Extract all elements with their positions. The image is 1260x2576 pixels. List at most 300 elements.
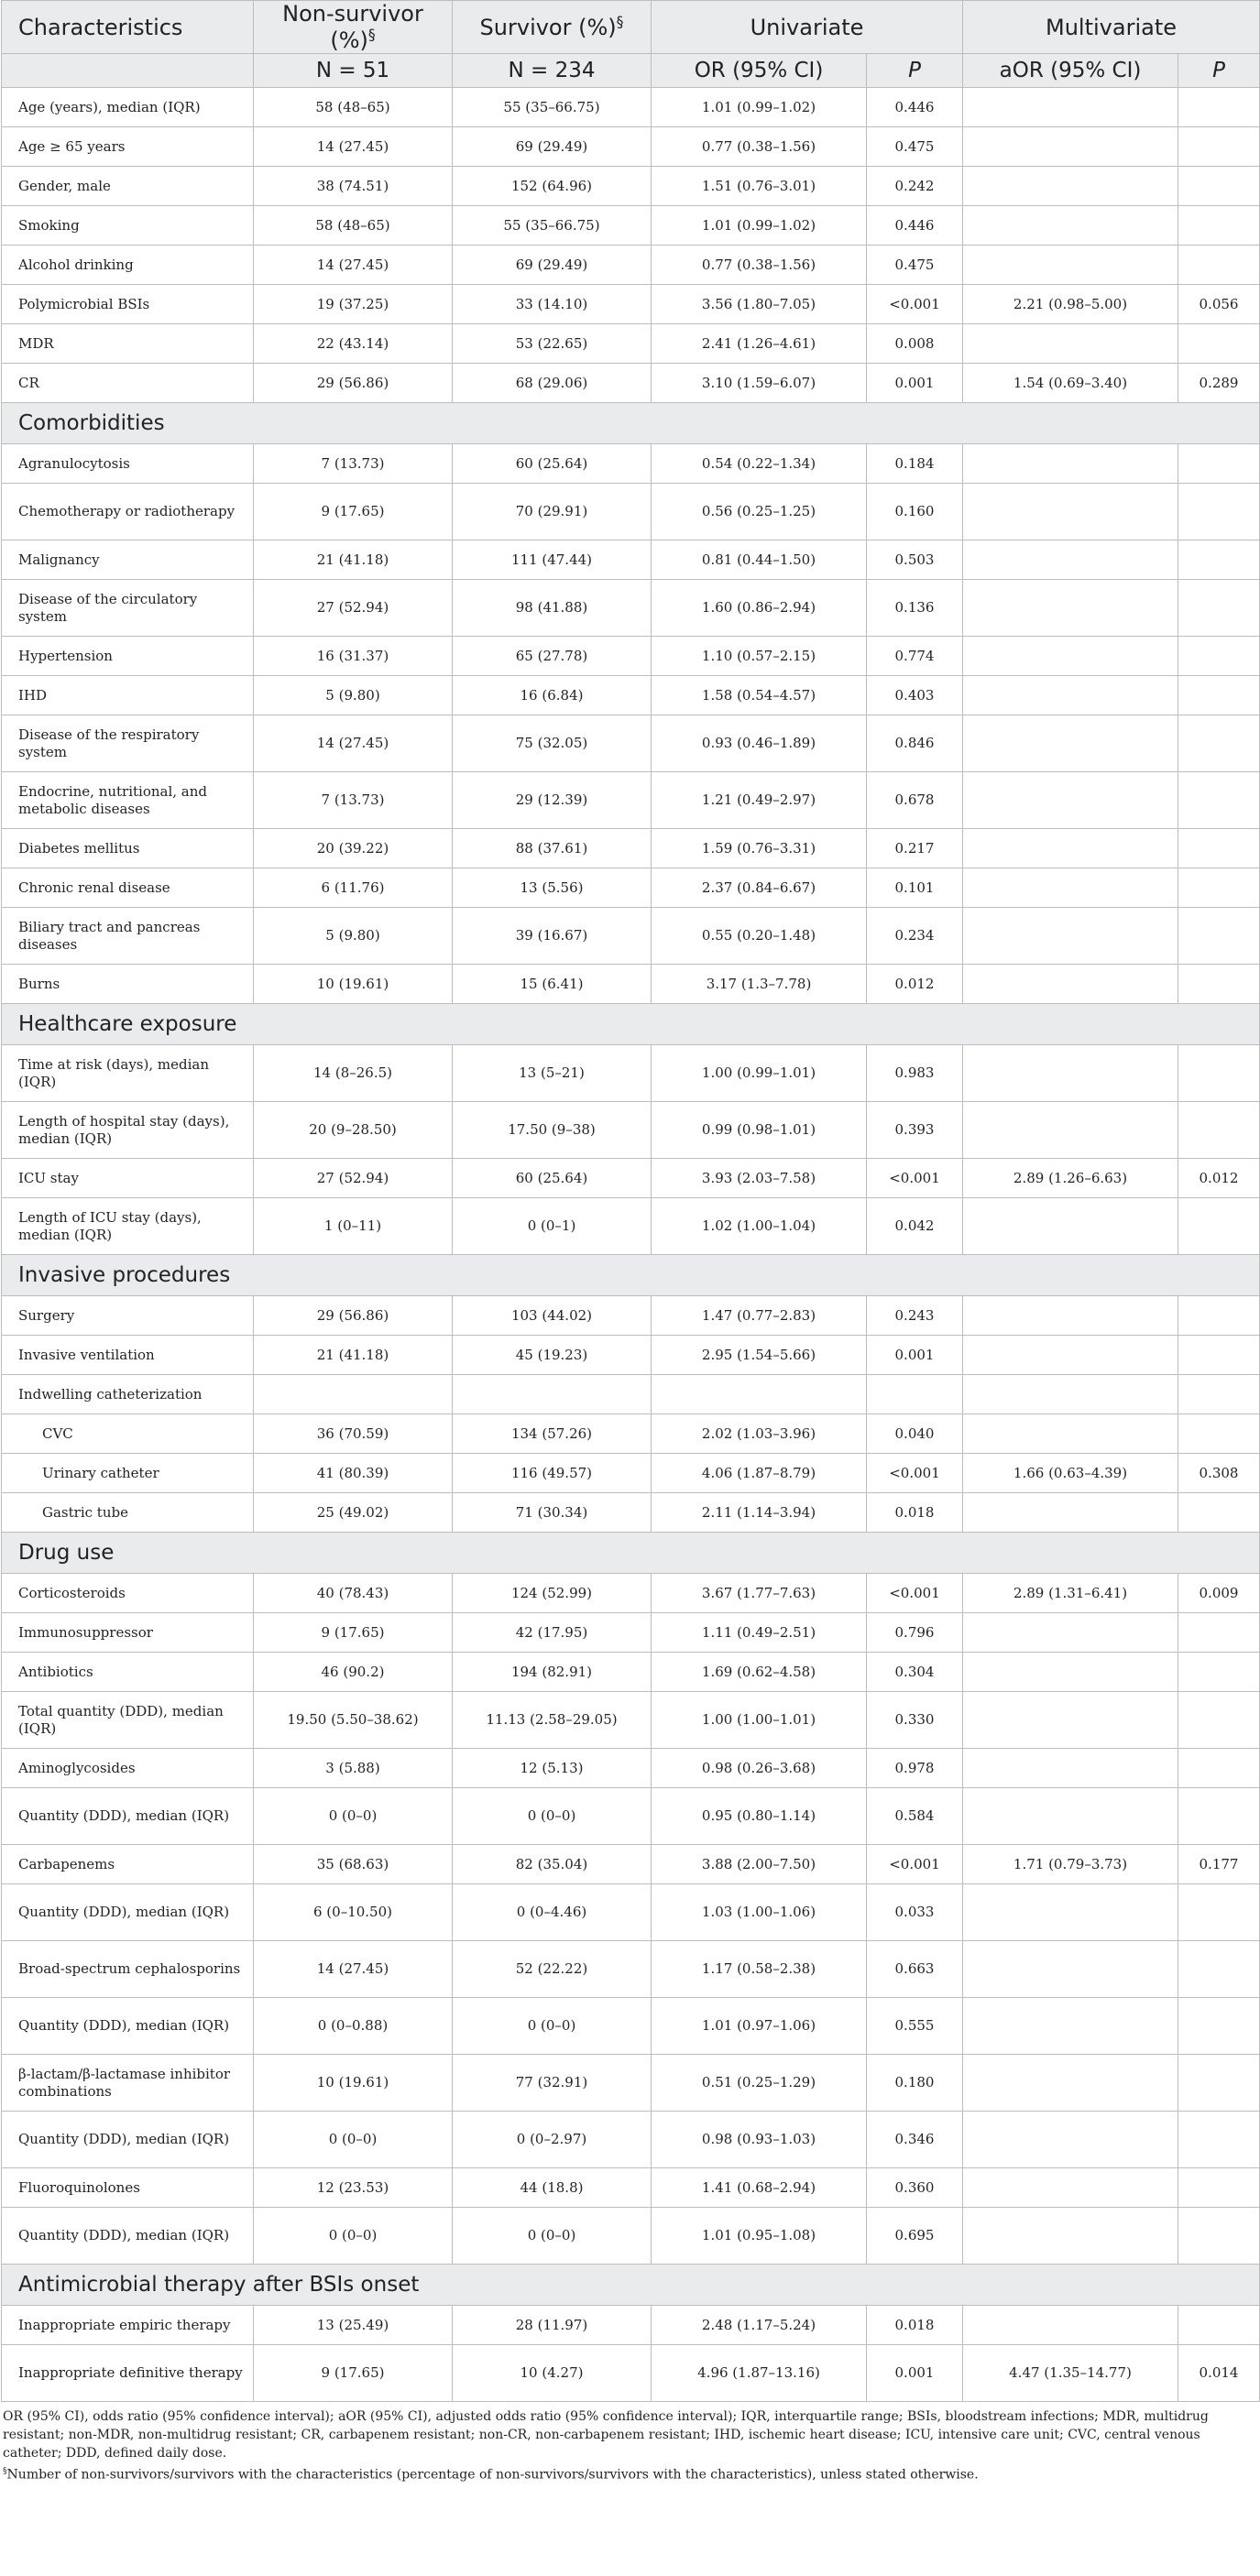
cell-non-survivor: 5 (9.80) — [254, 908, 453, 965]
cell-p-value: <0.001 — [867, 285, 963, 324]
cell-or: 1.01 (0.97–1.06) — [652, 1998, 867, 2055]
cell-p-value: 0.242 — [867, 167, 963, 206]
cell-aor — [963, 1749, 1178, 1788]
footnote-abbreviations: OR (95% CI), odds ratio (95% confidence interval); aOR (95% CI), adjusted odds ratio (95% confidence interval); IQR, interquartile range; BSIs, bloodstream infections; MDR, multidrug resistant; non-MDR, non-multidrug resistant; CR, carbapenem resistant; non-CR, non-carbapenem resistant; IHD, ischemic heart disease; ICU, intensive care unit; CVC, central venous catheter; DDD, defined daily dose. — [3, 2409, 1209, 2461]
cell-or: 2.41 (1.26–4.61) — [652, 324, 867, 364]
cell-survivor: 29 (12.39) — [453, 772, 652, 829]
cell-label: Invasive ventilation — [2, 1336, 254, 1375]
cell-p-value: 0.001 — [867, 1336, 963, 1375]
cell-adj-p-value — [1178, 206, 1260, 246]
cell-adj-p-value — [1178, 2306, 1260, 2345]
cell-p-value: 0.033 — [867, 1884, 963, 1941]
cell-label: Hypertension — [2, 637, 254, 676]
cell-or: 0.98 (0.26–3.68) — [652, 1749, 867, 1788]
section-row — [2, 1004, 1260, 1045]
cell-adj-p-value: 0.014 — [1178, 2345, 1260, 2402]
cell-p-value: 0.136 — [867, 580, 963, 637]
cell-p-value: 0.503 — [867, 540, 963, 580]
cell-non-survivor: 12 (23.53) — [254, 2168, 453, 2208]
table-row — [2, 167, 1260, 206]
table-row — [2, 364, 1260, 403]
cell-label: Corticosteroids — [2, 1574, 254, 1613]
cell-aor — [963, 1692, 1178, 1749]
cell-or: 1.41 (0.68–2.94) — [652, 2168, 867, 2208]
cell-p-value: 0.360 — [867, 2168, 963, 2208]
cell-survivor: 0 (0–0) — [453, 1788, 652, 1845]
cell-survivor: 44 (18.8) — [453, 2168, 652, 2208]
cell-adj-p-value — [1178, 167, 1260, 206]
table-row — [2, 676, 1260, 715]
cell-label: Disease of the respiratory system — [2, 715, 254, 772]
cell-survivor: 116 (49.57) — [453, 1454, 652, 1493]
cell-adj-p-value — [1178, 88, 1260, 127]
cell-non-survivor: 27 (52.94) — [254, 1159, 453, 1198]
cell-survivor: 134 (57.26) — [453, 1414, 652, 1454]
cell-adj-p-value — [1178, 1045, 1260, 1102]
cell-adj-p-value — [1178, 127, 1260, 167]
cell-adj-p-value — [1178, 1198, 1260, 1255]
cell-p-value: 0.663 — [867, 1941, 963, 1998]
cell-or: 1.60 (0.86–2.94) — [652, 580, 867, 637]
cell-label: Quantity (DDD), median (IQR) — [2, 1998, 254, 2055]
cell-survivor: 39 (16.67) — [453, 908, 652, 965]
cell-aor — [963, 1884, 1178, 1941]
cell-or: 3.67 (1.77–7.63) — [652, 1574, 867, 1613]
section-row — [2, 1255, 1260, 1296]
cell-aor — [963, 1613, 1178, 1653]
cell-non-survivor: 35 (68.63) — [254, 1845, 453, 1884]
table-row — [2, 1884, 1260, 1941]
cell-aor: 2.89 (1.26–6.63) — [963, 1159, 1178, 1198]
cell-p-value: <0.001 — [867, 1454, 963, 1493]
cell-label: Biliary tract and pancreas diseases — [2, 908, 254, 965]
cell-adj-p-value — [1178, 868, 1260, 908]
cell-label: Indwelling catheterization — [2, 1375, 254, 1414]
cell-aor — [963, 2306, 1178, 2345]
cell-aor — [963, 484, 1178, 540]
cell-non-survivor: 9 (17.65) — [254, 1613, 453, 1653]
cell-adj-p-value — [1178, 1653, 1260, 1692]
table-row — [2, 1998, 1260, 2055]
cell-non-survivor: 41 (80.39) — [254, 1454, 453, 1493]
cell-survivor: 88 (37.61) — [453, 829, 652, 868]
cell-label: Length of ICU stay (days), median (IQR) — [2, 1198, 254, 1255]
cell-non-survivor: 3 (5.88) — [254, 1749, 453, 1788]
cell-or: 1.01 (0.99–1.02) — [652, 206, 867, 246]
cell-p-value: 0.678 — [867, 772, 963, 829]
cell-label: ICU stay — [2, 1159, 254, 1198]
table-row — [2, 540, 1260, 580]
cell-adj-p-value — [1178, 1296, 1260, 1336]
cell-adj-p-value — [1178, 637, 1260, 676]
cell-p-value: 0.584 — [867, 1788, 963, 1845]
cell-survivor: 12 (5.13) — [453, 1749, 652, 1788]
cell-or: 1.21 (0.49–2.97) — [652, 772, 867, 829]
cell-label: Chemotherapy or radiotherapy — [2, 484, 254, 540]
cell-adj-p-value — [1178, 1788, 1260, 1845]
cell-adj-p-value — [1178, 1102, 1260, 1159]
cell-p-value: 0.101 — [867, 868, 963, 908]
cell-adj-p-value — [1178, 965, 1260, 1004]
cell-or: 2.11 (1.14–3.94) — [652, 1493, 867, 1533]
cell-adj-p-value — [1178, 772, 1260, 829]
cell-or: 3.93 (2.03–7.58) — [652, 1159, 867, 1198]
cell-non-survivor: 0 (0–0) — [254, 2112, 453, 2168]
cell-non-survivor: 27 (52.94) — [254, 580, 453, 637]
cell-or: 0.54 (0.22–1.34) — [652, 444, 867, 484]
cell-aor — [963, 868, 1178, 908]
cell-non-survivor: 58 (48–65) — [254, 206, 453, 246]
cell-p-value: 0.217 — [867, 829, 963, 868]
cell-label: Gastric tube — [2, 1493, 254, 1533]
cell-p-value: 0.695 — [867, 2208, 963, 2265]
cell-p-value: <0.001 — [867, 1574, 963, 1613]
cell-non-survivor: 1 (0–11) — [254, 1198, 453, 1255]
cell-p-value: 0.446 — [867, 88, 963, 127]
table-row — [2, 1454, 1260, 1493]
footnote-section: §Number of non-survivors/survivors with the characteristics (percentage of non-survivors/survivors with the characteristics), unless stated otherwise. — [3, 2467, 979, 2483]
cell-aor — [963, 444, 1178, 484]
table-row — [2, 1749, 1260, 1788]
table-row — [2, 1375, 1260, 1414]
section-row — [2, 403, 1260, 444]
cell-adj-p-value — [1178, 715, 1260, 772]
cell-non-survivor: 38 (74.51) — [254, 167, 453, 206]
cell-survivor: 103 (44.02) — [453, 1296, 652, 1336]
cell-survivor: 65 (27.78) — [453, 637, 652, 676]
table-row — [2, 285, 1260, 324]
header-characteristics: Characteristics — [2, 1, 254, 54]
cell-survivor: 111 (47.44) — [453, 540, 652, 580]
cell-survivor: 124 (52.99) — [453, 1574, 652, 1613]
cell-label: Chronic renal disease — [2, 868, 254, 908]
cell-adj-p-value — [1178, 540, 1260, 580]
cell-p-value: 0.403 — [867, 676, 963, 715]
table-row — [2, 965, 1260, 1004]
table-row — [2, 444, 1260, 484]
section-row — [2, 1533, 1260, 1574]
cell-p-value: 0.475 — [867, 246, 963, 285]
section-title: Antimicrobial therapy after BSIs onset — [2, 2265, 1260, 2306]
cell-aor — [963, 324, 1178, 364]
cell-survivor: 15 (6.41) — [453, 965, 652, 1004]
cell-or: 0.99 (0.98–1.01) — [652, 1102, 867, 1159]
cell-adj-p-value — [1178, 676, 1260, 715]
table-row — [2, 1788, 1260, 1845]
cell-p-value: 0.234 — [867, 908, 963, 965]
table-row — [2, 2345, 1260, 2402]
cell-survivor: 71 (30.34) — [453, 1493, 652, 1533]
cell-or: 2.37 (0.84–6.67) — [652, 868, 867, 908]
cell-or: 1.10 (0.57–2.15) — [652, 637, 867, 676]
cell-adj-p-value: 0.308 — [1178, 1454, 1260, 1493]
cell-label: Urinary catheter — [2, 1454, 254, 1493]
cell-label: IHD — [2, 676, 254, 715]
cell-aor — [963, 908, 1178, 965]
cell-non-survivor: 14 (27.45) — [254, 1941, 453, 1998]
cell-or: 0.98 (0.93–1.03) — [652, 2112, 867, 2168]
cell-adj-p-value: 0.289 — [1178, 364, 1260, 403]
cell-p-value: 0.001 — [867, 364, 963, 403]
cell-label: Age ≥ 65 years — [2, 127, 254, 167]
cell-or: 0.51 (0.25–1.29) — [652, 2055, 867, 2112]
cell-non-survivor: 7 (13.73) — [254, 772, 453, 829]
cell-survivor: 45 (19.23) — [453, 1336, 652, 1375]
cell-non-survivor: 46 (90.2) — [254, 1653, 453, 1692]
cell-or: 2.95 (1.54–5.66) — [652, 1336, 867, 1375]
cell-non-survivor: 19.50 (5.50–38.62) — [254, 1692, 453, 1749]
cell-aor — [963, 1102, 1178, 1159]
table-row — [2, 1102, 1260, 1159]
cell-survivor: 60 (25.64) — [453, 1159, 652, 1198]
cell-label: Burns — [2, 965, 254, 1004]
cell-label: Disease of the circulatory system — [2, 580, 254, 637]
cell-aor — [963, 1296, 1178, 1336]
cell-adj-p-value: 0.009 — [1178, 1574, 1260, 1613]
cell-label: Quantity (DDD), median (IQR) — [2, 2112, 254, 2168]
cell-adj-p-value — [1178, 2208, 1260, 2265]
cell-or: 0.81 (0.44–1.50) — [652, 540, 867, 580]
cell-survivor: 98 (41.88) — [453, 580, 652, 637]
cell-label: Quantity (DDD), median (IQR) — [2, 2208, 254, 2265]
cell-p-value: 0.243 — [867, 1296, 963, 1336]
table-row — [2, 1613, 1260, 1653]
cell-non-survivor: 14 (8–26.5) — [254, 1045, 453, 1102]
cell-adj-p-value — [1178, 1749, 1260, 1788]
cell-non-survivor: 14 (27.45) — [254, 715, 453, 772]
table-row — [2, 772, 1260, 829]
cell-aor — [963, 127, 1178, 167]
cell-survivor: 10 (4.27) — [453, 2345, 652, 2402]
cell-non-survivor: 9 (17.65) — [254, 484, 453, 540]
cell-non-survivor: 21 (41.18) — [254, 540, 453, 580]
cell-p-value: 0.983 — [867, 1045, 963, 1102]
cell-non-survivor: 10 (19.61) — [254, 965, 453, 1004]
cell-p-value: <0.001 — [867, 1845, 963, 1884]
cell-label: Inappropriate definitive therapy — [2, 2345, 254, 2402]
cell-p-value: 0.846 — [867, 715, 963, 772]
cell-aor — [963, 580, 1178, 637]
cell-non-survivor: 0 (0–0.88) — [254, 1998, 453, 2055]
cell-non-survivor: 20 (9–28.50) — [254, 1102, 453, 1159]
cell-aor — [963, 206, 1178, 246]
cell-or: 2.48 (1.17–5.24) — [652, 2306, 867, 2345]
cell-label: Carbapenems — [2, 1845, 254, 1884]
cell-or: 3.56 (1.80–7.05) — [652, 285, 867, 324]
cell-aor — [963, 1336, 1178, 1375]
header-ap: P — [1178, 54, 1260, 88]
cell-adj-p-value — [1178, 484, 1260, 540]
header-non-survivor: Non-survivor (%)§ — [254, 1, 453, 54]
cell-aor — [963, 1198, 1178, 1255]
cell-label: Polymicrobial BSIs — [2, 285, 254, 324]
cell-p-value: 0.008 — [867, 324, 963, 364]
cell-aor — [963, 2208, 1178, 2265]
cell-or: 1.00 (1.00–1.01) — [652, 1692, 867, 1749]
cell-non-survivor: 9 (17.65) — [254, 2345, 453, 2402]
table-row — [2, 1296, 1260, 1336]
cell-survivor: 53 (22.65) — [453, 324, 652, 364]
cell-aor — [963, 540, 1178, 580]
cell-aor — [963, 246, 1178, 285]
cell-or: 3.88 (2.00–7.50) — [652, 1845, 867, 1884]
cell-survivor: 82 (35.04) — [453, 1845, 652, 1884]
table-row — [2, 868, 1260, 908]
cell-p-value: 0.978 — [867, 1749, 963, 1788]
cell-aor: 2.21 (0.98–5.00) — [963, 285, 1178, 324]
header-multivariate: Multivariate — [963, 1, 1260, 54]
header-survivor: Survivor (%)§ — [453, 1, 652, 54]
cell-p-value: 0.018 — [867, 1493, 963, 1533]
header-n-survivor: N = 234 — [453, 54, 652, 88]
cell-survivor: 69 (29.49) — [453, 127, 652, 167]
cell-adj-p-value — [1178, 2168, 1260, 2208]
cell-non-survivor: 40 (78.43) — [254, 1574, 453, 1613]
cell-survivor: 0 (0–0) — [453, 1998, 652, 2055]
cell-non-survivor: 10 (19.61) — [254, 2055, 453, 2112]
table-row — [2, 88, 1260, 127]
cell-p-value: 0.012 — [867, 965, 963, 1004]
cell-non-survivor: 25 (49.02) — [254, 1493, 453, 1533]
cell-aor — [963, 1941, 1178, 1998]
cell-label: Surgery — [2, 1296, 254, 1336]
cell-aor — [963, 1045, 1178, 1102]
footnote-mark: § — [3, 2467, 7, 2476]
section-title: Comorbidities — [2, 403, 1260, 444]
cell-survivor: 77 (32.91) — [453, 2055, 652, 2112]
cell-p-value: 0.330 — [867, 1692, 963, 1749]
table-row — [2, 1159, 1260, 1198]
cell-non-survivor — [254, 1375, 453, 1414]
table-row — [2, 2306, 1260, 2345]
table-row — [2, 2208, 1260, 2265]
cell-non-survivor: 0 (0–0) — [254, 1788, 453, 1845]
cell-aor — [963, 1998, 1178, 2055]
cell-adj-p-value — [1178, 324, 1260, 364]
table-row — [2, 829, 1260, 868]
cell-non-survivor: 6 (0–10.50) — [254, 1884, 453, 1941]
cell-adj-p-value: 0.012 — [1178, 1159, 1260, 1198]
table-row — [2, 1653, 1260, 1692]
cell-or: 0.77 (0.38–1.56) — [652, 127, 867, 167]
header-or: OR (95% CI) — [652, 54, 867, 88]
cell-aor — [963, 637, 1178, 676]
cell-or: 1.00 (0.99–1.01) — [652, 1045, 867, 1102]
table-body — [2, 88, 1260, 2402]
cell-label: Agranulocytosis — [2, 444, 254, 484]
cell-adj-p-value — [1178, 908, 1260, 965]
cell-or: 4.06 (1.87–8.79) — [652, 1454, 867, 1493]
cell-non-survivor: 5 (9.80) — [254, 676, 453, 715]
cell-non-survivor: 14 (27.45) — [254, 127, 453, 167]
section-title: Healthcare exposure — [2, 1004, 1260, 1045]
section-title: Invasive procedures — [2, 1255, 1260, 1296]
cell-adj-p-value — [1178, 1336, 1260, 1375]
cell-adj-p-value: 0.177 — [1178, 1845, 1260, 1884]
cell-survivor: 70 (29.91) — [453, 484, 652, 540]
cell-label: CVC — [2, 1414, 254, 1454]
section-row — [2, 2265, 1260, 2306]
cell-or: 0.56 (0.25–1.25) — [652, 484, 867, 540]
table-row — [2, 1941, 1260, 1998]
cell-p-value: 0.160 — [867, 484, 963, 540]
cell-label: Gender, male — [2, 167, 254, 206]
cell-p-value: 0.475 — [867, 127, 963, 167]
cell-adj-p-value: 0.056 — [1178, 285, 1260, 324]
cell-adj-p-value — [1178, 829, 1260, 868]
cell-or: 1.17 (0.58–2.38) — [652, 1941, 867, 1998]
cell-survivor: 0 (0–4.46) — [453, 1884, 652, 1941]
cell-aor — [963, 1653, 1178, 1692]
cell-non-survivor: 14 (27.45) — [254, 246, 453, 285]
table-row — [2, 715, 1260, 772]
cell-survivor: 52 (22.22) — [453, 1941, 652, 1998]
cell-label: Inappropriate empiric therapy — [2, 2306, 254, 2345]
section-title: Drug use — [2, 1533, 1260, 1574]
cell-adj-p-value — [1178, 1493, 1260, 1533]
cell-non-survivor: 0 (0–0) — [254, 2208, 453, 2265]
table-row — [2, 637, 1260, 676]
cell-aor — [963, 1788, 1178, 1845]
cell-aor: 2.89 (1.31–6.41) — [963, 1574, 1178, 1613]
header-p: P — [867, 54, 963, 88]
cell-or: 4.96 (1.87–13.16) — [652, 2345, 867, 2402]
cell-label: Smoking — [2, 206, 254, 246]
cell-or: 1.02 (1.00–1.04) — [652, 1198, 867, 1255]
cell-p-value: 0.555 — [867, 1998, 963, 2055]
cell-non-survivor: 29 (56.86) — [254, 364, 453, 403]
cell-survivor: 13 (5.56) — [453, 868, 652, 908]
cell-adj-p-value — [1178, 1692, 1260, 1749]
cell-or: 2.02 (1.03–3.96) — [652, 1414, 867, 1454]
cell-aor: 1.54 (0.69–3.40) — [963, 364, 1178, 403]
cell-p-value: 0.796 — [867, 1613, 963, 1653]
table-footnotes — [1, 2402, 1259, 2484]
cell-survivor: 17.50 (9–38) — [453, 1102, 652, 1159]
cell-survivor: 55 (35–66.75) — [453, 88, 652, 127]
cell-non-survivor: 19 (37.25) — [254, 285, 453, 324]
header-univariate: Univariate — [652, 1, 963, 54]
cell-non-survivor: 29 (56.86) — [254, 1296, 453, 1336]
cell-non-survivor: 21 (41.18) — [254, 1336, 453, 1375]
cell-p-value — [867, 1375, 963, 1414]
cell-p-value: 0.180 — [867, 2055, 963, 2112]
table-row — [2, 2055, 1260, 2112]
cell-or: 1.03 (1.00–1.06) — [652, 1884, 867, 1941]
table-row — [2, 1574, 1260, 1613]
cell-label: Immunosuppressor — [2, 1613, 254, 1653]
cell-adj-p-value — [1178, 1941, 1260, 1998]
cell-or — [652, 1375, 867, 1414]
table-row — [2, 1198, 1260, 1255]
cell-or: 0.77 (0.38–1.56) — [652, 246, 867, 285]
cell-survivor: 0 (0–0) — [453, 2208, 652, 2265]
cell-label: CR — [2, 364, 254, 403]
cell-or: 0.55 (0.20–1.48) — [652, 908, 867, 965]
cell-aor: 4.47 (1.35–14.77) — [963, 2345, 1178, 2402]
cell-label: Alcohol drinking — [2, 246, 254, 285]
header-blank — [2, 54, 254, 88]
table-row — [2, 908, 1260, 965]
cell-label: Broad-spectrum cephalosporins — [2, 1941, 254, 1998]
table-row — [2, 1336, 1260, 1375]
cell-or: 1.51 (0.76–3.01) — [652, 167, 867, 206]
cell-aor — [963, 1414, 1178, 1454]
cell-non-survivor: 20 (39.22) — [254, 829, 453, 868]
cell-adj-p-value — [1178, 246, 1260, 285]
header-n-nonsurvivor: N = 51 — [254, 54, 453, 88]
cell-or: 1.69 (0.62–4.58) — [652, 1653, 867, 1692]
